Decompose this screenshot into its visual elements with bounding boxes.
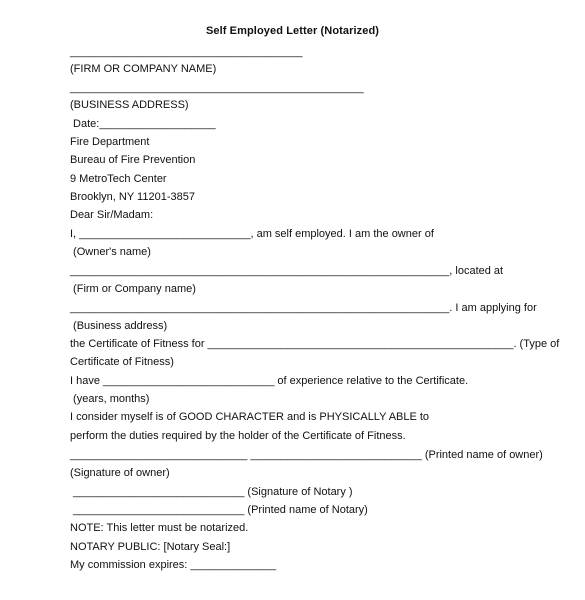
business-address-blank: ________________________________________________ [70, 82, 364, 94]
commission-expires-line: My commission expires: ______________ [70, 559, 277, 571]
business-address-label: (BUSINESS ADDRESS) [70, 99, 189, 111]
recipient-line-1: Fire Department [70, 136, 150, 148]
character-line-1: I consider myself is of GOOD CHARACTER and is PHYSICALLY ABLE to [70, 411, 430, 423]
owner-statement: I, ____________________________, am self employed. I am the owner of [70, 228, 434, 240]
certificate-line: the Certificate of Fitness for __________________________________________________. (Type of [70, 338, 560, 350]
owner-signature-blanks: _____________________________ ____________________________ (Printed name of owner) [70, 449, 543, 461]
notary-printed-name-line: ____________________________ (Printed name of Notary) [70, 504, 368, 516]
firm-location-blank: ______________________________________________________________, located at [70, 265, 504, 277]
date-line: Date:___________________ [70, 118, 216, 130]
firm-name-blank: ______________________________________ [70, 46, 303, 58]
certificate-type-label: Certificate of Fitness) [70, 356, 174, 368]
business-address-label-2: (Business address) [70, 320, 168, 332]
years-months-label: (years, months) [70, 393, 150, 405]
firm-company-label: (Firm or Company name) [70, 283, 196, 295]
recipient-line-3: 9 MetroTech Center [70, 173, 167, 185]
notary-public-line: NOTARY PUBLIC: [Notary Seal:] [70, 541, 231, 553]
recipient-line-4: Brooklyn, NY 11201-3857 [70, 191, 195, 203]
document-title: Self Employed Letter (Notarized) [205, 25, 380, 37]
owner-signature-label: (Signature of owner) [70, 467, 170, 479]
applying-blank: ______________________________________________________________. I am applying for [70, 302, 537, 314]
character-line-2: perform the duties required by the holder of the Certificate of Fitness. [70, 430, 406, 442]
recipient-line-2: Bureau of Fire Prevention [70, 154, 196, 166]
experience-line: I have ____________________________ of experience relative to the Certificate. [70, 375, 469, 387]
owner-name-label: (Owner's name) [70, 246, 151, 258]
salutation: Dear Sir/Madam: [70, 209, 154, 221]
firm-name-label: (FIRM OR COMPANY NAME) [70, 63, 217, 75]
notarization-note: NOTE: This letter must be notarized. [70, 522, 249, 534]
notary-signature-line: ____________________________ (Signature of Notary ) [70, 486, 353, 498]
